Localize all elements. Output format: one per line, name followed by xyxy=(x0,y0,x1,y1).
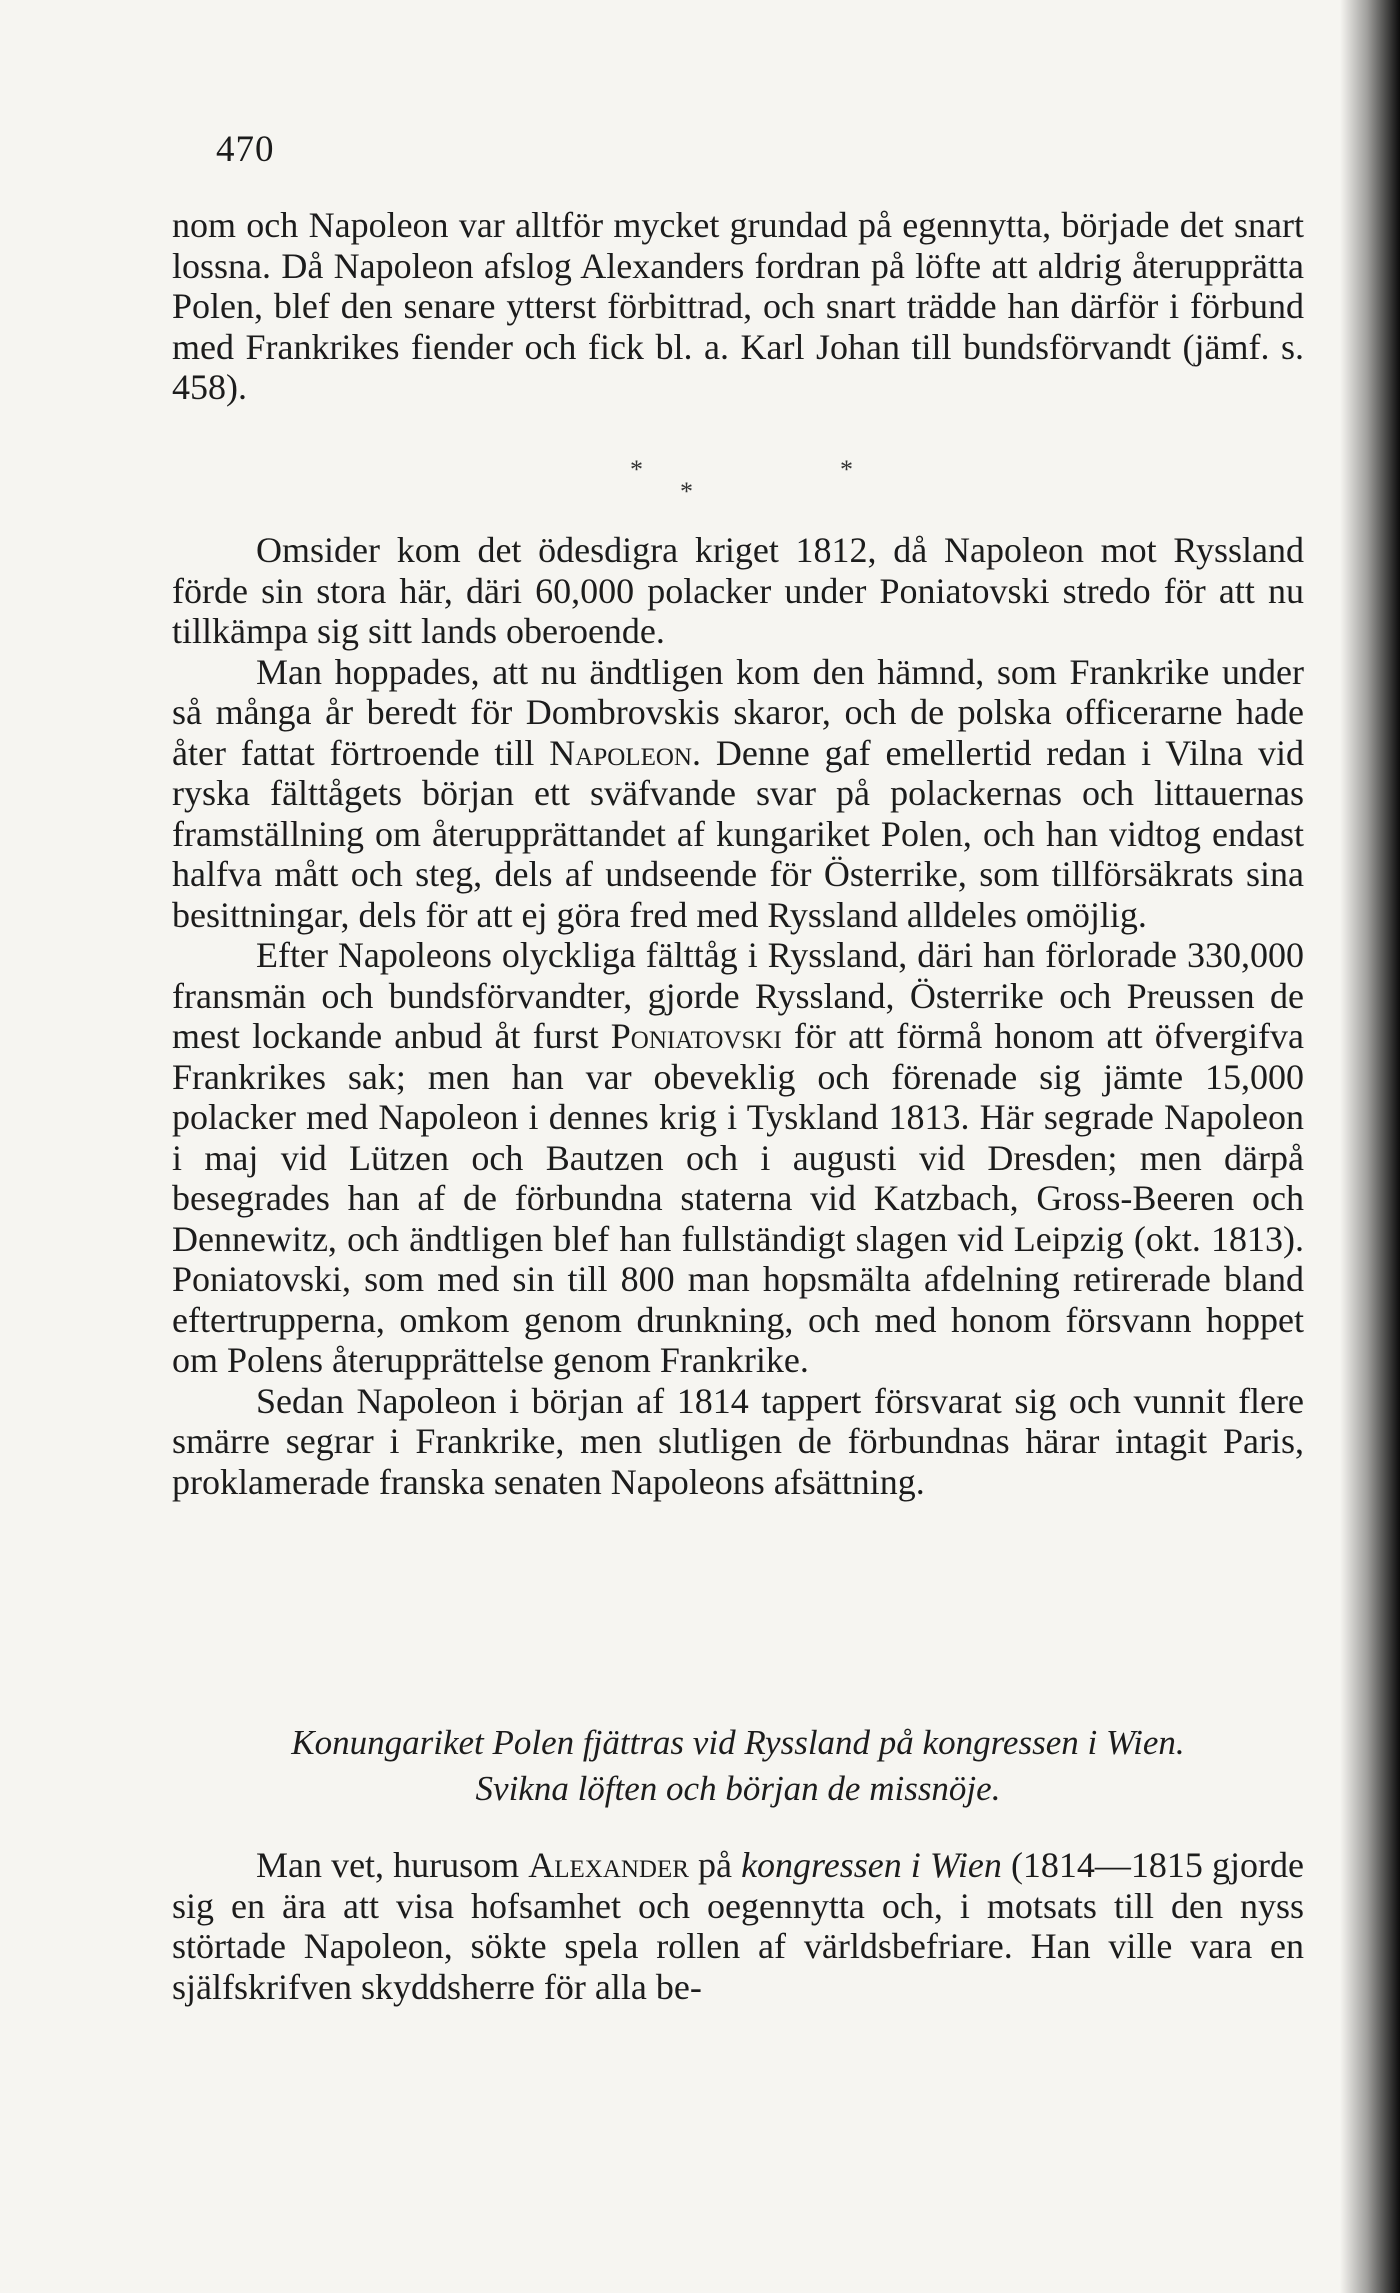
paragraph-6-text: på xyxy=(688,1845,742,1885)
person-name: Poniatovski xyxy=(610,1016,782,1056)
person-name: Napoleon xyxy=(549,732,692,773)
paragraph-6-text: (1814—1815 gjorde sig en ära att visa hofsamhet och oegennytta och, i motsats till den nyss störtade Napoleon, sökte spela rollen af världsbefriare. Han ville vara en själfskrifven skyddsherre för alla be- xyxy=(172,1845,1304,2007)
paragraph-3-text: . Denne gaf emellertid redan i Vilna vid ryska fälttågets början ett sväfvande svar på polackernas och littauernas framställning om återupprättandet af kungariket Polen, och han vidtog endast halfva mått och steg, dels af undseende för Österrike, som tillförsäkrats sina besittningar, dels för att ej göra fred med Ryssland alldeles omöjlig. xyxy=(172,732,1304,935)
asterisk-icon: * xyxy=(680,477,693,506)
section-heading-line-2: Svikna löften och början de missnöje. xyxy=(475,1769,1001,1808)
paragraph-1: nom och Napoleon var alltför mycket grundad på egennytta, började det snart lossna. Då Napoleon afslog Alexanders fordran på löfte att aldrig återupprätta Polen, blef den senare ytterst förbittrad, och snart trädde han därför i förbund med Frankrikes fiender och fick bl. a. Karl Johan till bundsförvandt (jämf. s. 458). xyxy=(172,205,1304,407)
paragraph-6 xyxy=(172,1845,1304,2007)
paragraph-3-text: Man hoppades, att nu ändtligen kom den hämnd, som Frankrike under så många år beredt för Dombrovskis skaror, och de polska officerarne hade åter fattat förtroende till xyxy=(172,651,1304,773)
asterisk-icon: * xyxy=(840,455,853,484)
section-heading-line-1: Konungariket Polen fjättras vid Ryssland på kongressen i Wien. xyxy=(291,1723,1185,1762)
page-number: 470 xyxy=(216,129,275,170)
section-ornament xyxy=(620,455,860,515)
paragraph-6-text: Man vet, hurusom xyxy=(256,1845,529,1885)
paragraph-3 xyxy=(172,652,1304,936)
section-heading xyxy=(172,1720,1304,1812)
page-edge-shadow xyxy=(1340,0,1400,2293)
italic-phrase: kongressen i Wien xyxy=(741,1845,1002,1885)
paragraph-4-text: Efter Napoleons olyckliga fälttåg i Ryssland, däri han förlorade 330,000 fransmän och bundsförvandter, gjorde Ryssland, Österrike och Preussen de mest lockande anbud åt furst xyxy=(172,935,1304,1056)
paragraph-2: Omsider kom det ödesdigra kriget 1812, då Napoleon mot Ryssland förde sin stora här, däri 60,000 polacker under Poniatovski stredo för att nu tillkämpa sig sitt lands oberoende. xyxy=(172,530,1304,651)
text-block-1 xyxy=(172,205,1304,408)
person-name: Alexander xyxy=(528,1845,689,1885)
text-block-3 xyxy=(172,1845,1304,2007)
paragraph-4-text: för att förmå honom att öfvergifva Frankrikes sak; men han var obeveklig och förenade sig jämte 15,000 polacker med Napoleon i dennes krig i Tyskland 1813. Här segrade Napoleon i maj vid Lützen och Bautzen och i augusti vid Dresden; men därpå besegrades han af de förbundna staterna vid Katzbach, Gross-Beeren och Dennewitz, och ändtligen blef han fullständigt slagen vid Leipzig (okt. 1813). Poniatovski, som med sin till 800 man hopsmälta afdelning retirerade bland eftertrupperna, omkom genom drunkning, och med honom försvann hoppet om Polens återupprättelse genom Frankrike. xyxy=(172,1016,1304,1380)
text-block-2 xyxy=(172,530,1304,1502)
paragraph-5: Sedan Napoleon i början af 1814 tappert försvarat sig och vunnit flere smärre segrar i Frankrike, men slutligen de förbundnas härar intagit Paris, proklamerade franska senaten Napoleons afsättning. xyxy=(172,1380,1304,1502)
paragraph-4 xyxy=(172,935,1304,1381)
asterisk-icon: * xyxy=(630,455,643,484)
